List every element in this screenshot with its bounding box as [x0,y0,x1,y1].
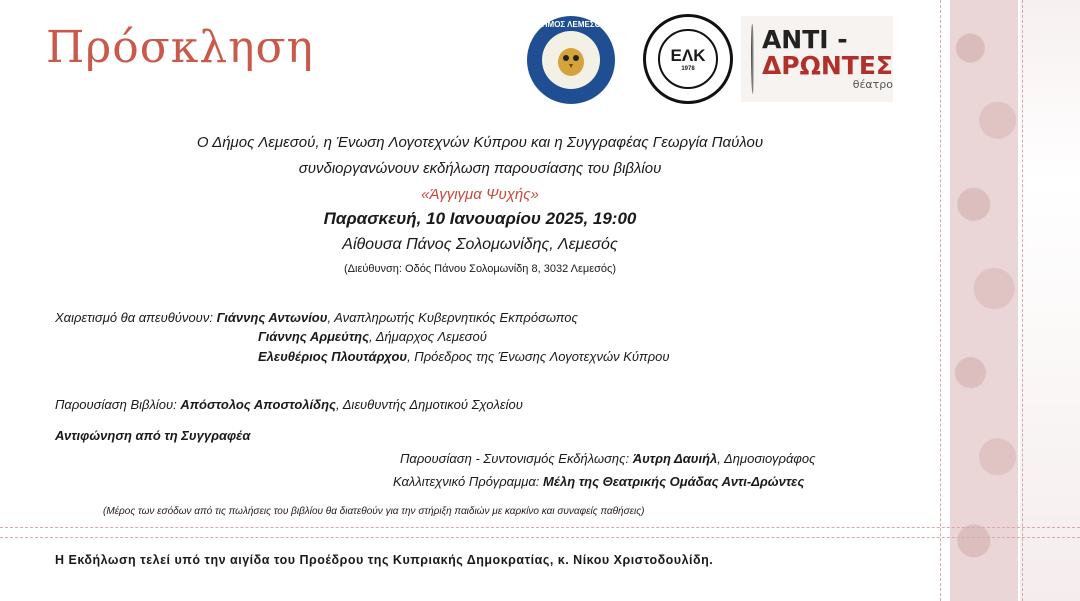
artistic-name: Μέλη της Θεατρικής Ομάδας Αντι-Δρώντες [542,474,805,489]
event-address: (Διεύθυνση: Οδός Πάνου Σολομωνίδη 8, 3032 Λεμεσός) [343,263,616,275]
greeter-name: Γιάννης Αντωνίου [216,310,328,325]
greeter-role: , Δήμαρχος Λεμεσού [369,329,487,344]
event-venue: Αίθουσα Πάνος Σολομωνίδης, Λεμεσός [342,236,618,253]
charity-note: (Μέρος των εσόδων από τις πωλήσεις του βιβλίου θα διατεθούν για την στήριξη παιδιών με καρκίνο και συναφείς παθήσεις) [103,506,645,517]
greeter-role: , Πρόεδρος της Ένωσης Λογοτεχνών Κύπρου [407,349,670,364]
host-role: , Δημοσιογράφος [717,451,816,466]
greetings-row [258,349,670,364]
artistic-row [393,474,804,489]
anti-drontes-logo [741,16,893,102]
elk-logo-year: 1978 [681,66,695,72]
right-margin [1020,0,1080,601]
dashed-divider [0,537,1080,538]
intro-line2: συνδιοργανώνουν εκδήλωση παρουσίασης του βιβλίου [298,160,662,177]
dashed-divider [940,0,941,601]
presentation-label: Παρουσίαση Βιβλίου: [55,397,177,412]
host-name: Άυτρη Δαυιήλ [632,451,718,466]
greeter-name: Γιάννης Αρμεύτης [258,329,369,344]
greetings-row [55,310,578,325]
greeter-role: , Αναπληρωτής Κυβερνητικός Εκπρόσωπος [327,310,578,325]
elk-logo [643,14,733,104]
presenter-role: , Διευθυντής Δημοτικού Σχολείου [335,397,523,412]
host-row [400,451,815,466]
owl-emblem-icon [542,31,600,89]
logo-ring-text: ΔΗΜΟΣ ΛΕΜΕΣΟΥ [536,20,606,29]
dimos-lemesou-logo [527,16,615,104]
elk-logo-text: ΕΛΚ [670,46,706,65]
anti-logo-line3: θέατρο [852,78,893,91]
greetings-row [258,329,487,344]
event-datetime: Παρασκευή, 10 Ιανουαρίου 2025, 19:00 [323,209,637,228]
presenter-name: Απόστολος Αποστολίδης [180,397,336,412]
patronage-footer: Η Εκδήλωση τελεί υπό την αιγίδα του Προέδρου της Κυπριακής Δημοκρατίας, κ. Νίκου Χριστοδουλίδη. [55,553,714,567]
anti-logo-line1: ΑΝΤΙ - [761,25,848,54]
floral-strip [950,0,1018,601]
page-title: Πρόσκληση [46,22,314,73]
intro-line1: Ο Δήμος Λεμεσού, η Ένωση Λογοτεχνών Κύπρου και η Συγγραφέας Γεωργία Παύλου [196,134,764,151]
author-response: Αντιφώνηση από τη Συγγραφέα [55,428,251,443]
dashed-divider [1022,0,1023,601]
greeter-name: Ελευθέριος Πλουτάρχου [258,349,408,364]
book-title: «Άγγιγμα Ψυχής» [421,186,539,203]
mask-icon [751,24,754,94]
anti-logo-line2: ΔΡΩΝΤΕΣ [761,51,893,80]
greetings-label: Χαιρετισμό θα απευθύνουν: [55,310,213,325]
artistic-label: Καλλιτεχνικό Πρόγραμμα: [393,474,540,489]
presentation-row [55,397,523,412]
host-label: Παρουσίαση - Συντονισμός Εκδήλωσης: [400,451,630,466]
dashed-divider [0,527,1080,528]
